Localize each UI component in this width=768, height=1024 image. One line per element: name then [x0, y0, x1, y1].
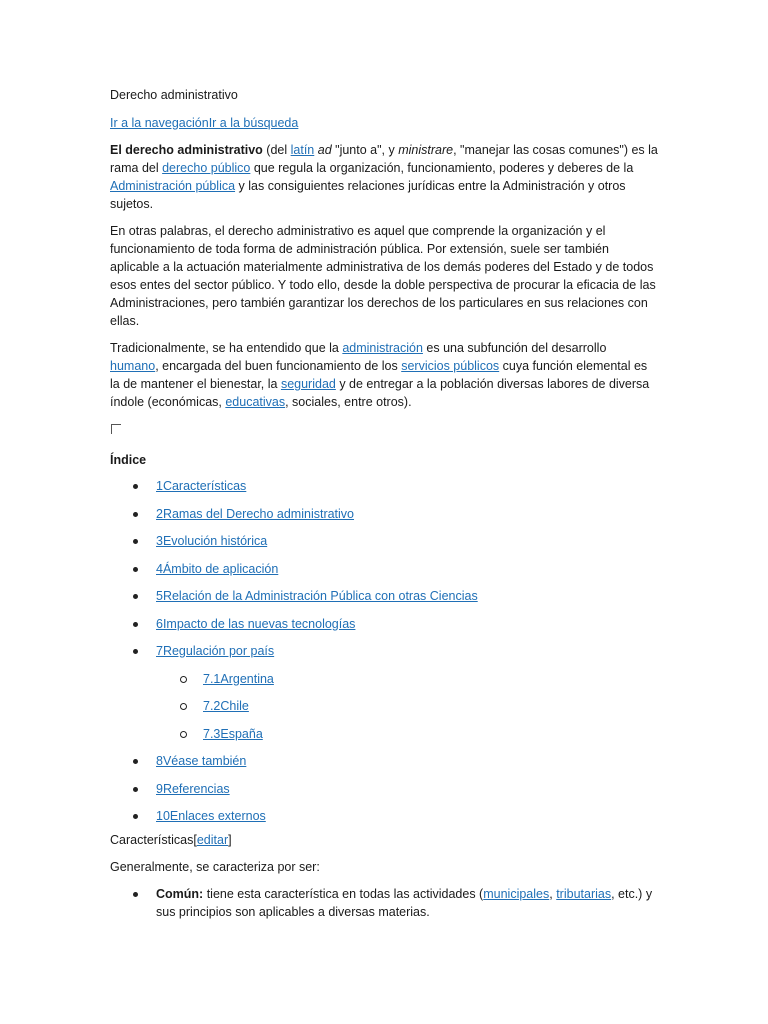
section-intro: Generalmente, se caracteriza por ser:	[110, 859, 320, 874]
text: que regula la organización, funcionamiento, poderes y deberes de la	[250, 161, 634, 175]
toc-item	[110, 752, 658, 780]
text: ,	[549, 886, 557, 901]
link-administracion-publica[interactable]: Administración pública	[110, 179, 236, 193]
text: ]	[228, 832, 232, 847]
link-seguridad[interactable]: seguridad	[280, 377, 336, 391]
toc-link-vease[interactable]: 8Véase también	[156, 754, 247, 768]
link-educativas[interactable]: educativas	[225, 395, 286, 409]
text: (del	[262, 143, 291, 157]
characteristics-list	[110, 885, 658, 921]
italic-ministrare: ministrare	[398, 143, 454, 157]
toc-link-ambito[interactable]: 4Ámbito de aplicación	[156, 561, 279, 576]
toc-link-regulacion[interactable]: 7Regulación por país	[156, 644, 275, 658]
toc-item	[110, 505, 658, 533]
intro-paragraph	[110, 141, 658, 213]
intro-bold-term: El derecho administrativo	[110, 143, 263, 157]
document-content	[110, 86, 658, 921]
link-derecho-publico[interactable]: derecho público	[162, 161, 251, 175]
toc-subitem	[110, 697, 658, 725]
list-item	[110, 885, 658, 921]
table-of-contents	[110, 477, 658, 835]
section-heading-text: Características	[110, 832, 194, 847]
text: y las consiguientes relaciones jurídicas entre la Administración y otros sujetos.	[110, 179, 626, 211]
toc-item	[110, 477, 658, 505]
toc-link-espana[interactable]: 7.3España	[203, 726, 263, 741]
toc-item	[110, 642, 658, 670]
toc-item	[110, 532, 658, 560]
toc-link-caracteristicas[interactable]: 1Características	[156, 479, 247, 493]
text: , sociales, entre otros).	[285, 395, 412, 409]
skip-to-navigation-link[interactable]: Ir a la navegación	[110, 116, 209, 130]
text: es una subfunción del desarrollo	[422, 341, 607, 355]
italic-ad: ad	[317, 143, 332, 157]
text: , encargada del buen funcionamiento de los	[155, 359, 402, 373]
toc-title: Índice	[110, 453, 147, 467]
third-paragraph	[110, 339, 658, 411]
text: cuya función elemental es la de mantener el bienestar, la	[110, 359, 648, 391]
toc-item	[110, 615, 658, 643]
toc-link-enlaces[interactable]: 10Enlaces externos	[156, 809, 266, 823]
link-tributarias[interactable]: tributarias	[556, 886, 612, 901]
toc-item	[110, 807, 658, 835]
toc-link-evolucion[interactable]: 3Evolución histórica	[156, 534, 268, 548]
skip-to-search-link[interactable]: Ir a la búsqueda	[208, 116, 299, 130]
toc-item	[110, 780, 658, 808]
toc-subitem	[110, 725, 658, 753]
toc-link-argentina[interactable]: 7.1Argentina	[203, 671, 274, 686]
text: tiene esta característica en todas las actividades (	[203, 886, 484, 901]
toc-link-ramas[interactable]: 2Ramas del Derecho administrativo	[156, 506, 355, 521]
text: , etc.) y sus principios son aplicables a diversas materias.	[156, 886, 653, 919]
text: Tradicionalmente, se ha entendido que la	[110, 341, 343, 355]
skip-links	[110, 114, 658, 132]
item-term: Común:	[156, 886, 204, 901]
toc-link-referencias[interactable]: 9Referencias	[156, 781, 230, 796]
toc-subitem	[110, 670, 658, 698]
toc-link-impacto[interactable]: 6Impacto de las nuevas tecnologías	[156, 616, 356, 631]
toc-item	[110, 560, 658, 588]
link-latin[interactable]: latín	[290, 143, 315, 157]
text: [	[193, 832, 197, 847]
toc-item	[110, 587, 658, 615]
link-administracion[interactable]: administración	[342, 341, 423, 355]
text: , "manejar las cosas comunes") es la rama del	[110, 143, 658, 175]
broken-image-icon	[111, 424, 121, 434]
link-municipales[interactable]: municipales	[483, 886, 550, 901]
toc-link-chile[interactable]: 7.2Chile	[203, 699, 249, 713]
second-paragraph: En otras palabras, el derecho administrativo es aquel que comprende la organización y el funcionamiento de toda forma de administración pública. Por extensión, suele ser también aplicable a la actuación materialmente administrativa de los demás poderes del Estado y de todos esos entes del sector público. Y todo ello, desde la doble perspectiva de procurar la eficacia de las Administraciones, pero también garantizar los derechos de los particulares en sus relaciones con ellas.	[110, 224, 656, 328]
page-title: Derecho administrativo	[110, 88, 238, 102]
text: y de entregar a la población diversas labores de diversa índole (económicas,	[110, 377, 650, 409]
edit-section-link[interactable]: editar	[196, 832, 229, 847]
text: "junto a", y	[331, 143, 399, 157]
toc-link-relacion[interactable]: 5Relación de la Administración Pública con otras Ciencias	[156, 589, 478, 603]
link-humano[interactable]: humano	[110, 359, 156, 373]
link-servicios-publicos[interactable]: servicios públicos	[401, 359, 500, 373]
